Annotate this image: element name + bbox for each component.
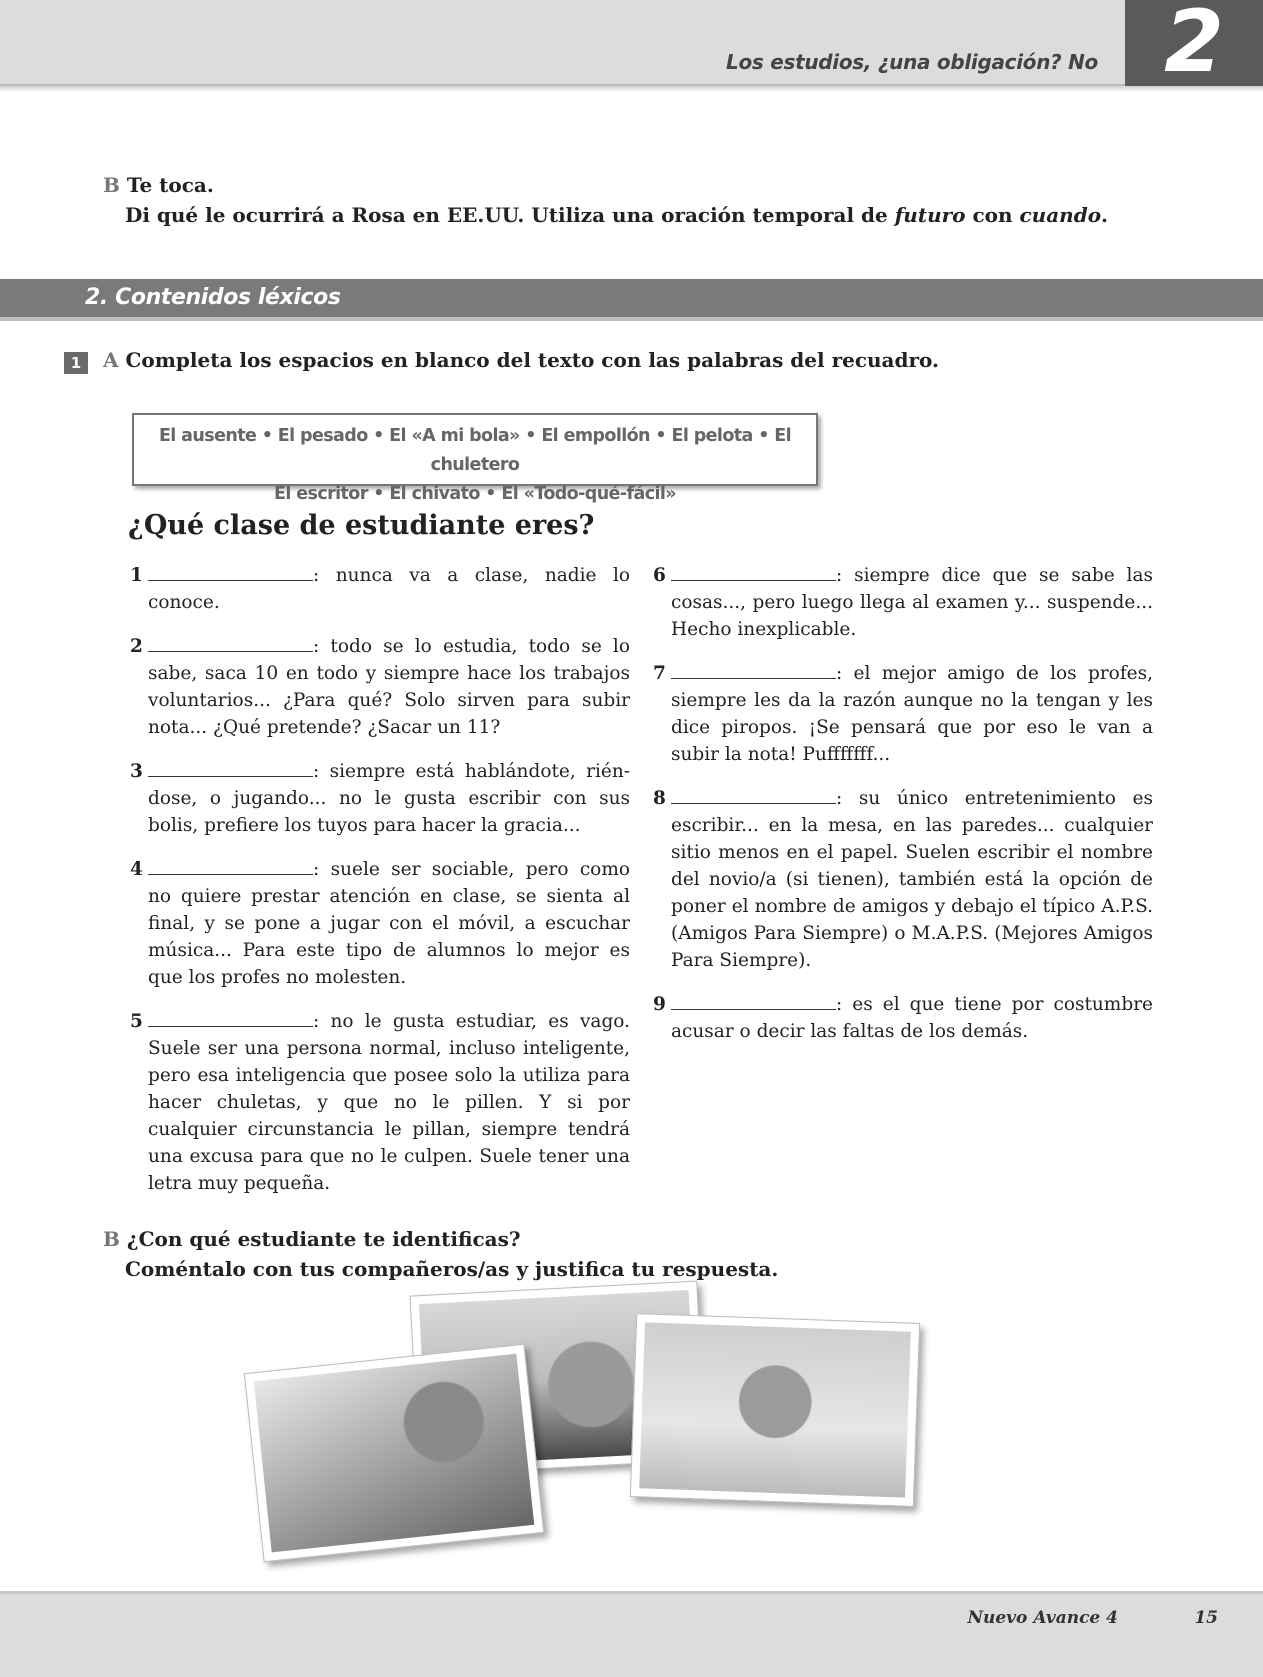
blank-field[interactable] <box>671 787 836 804</box>
chapter-tab <box>1125 0 1263 92</box>
section-b-bottom: B ¿Con qué estudiante te identificas? Coméntalo con tus compañeros/as y justifica tu respuesta. <box>103 1227 779 1281</box>
section-b-line2: Di qué le ocurrirá a Rosa en EE.UU. Utiliza una oración temporal de futuro con cuando. <box>125 203 1109 227</box>
blank-field[interactable] <box>671 993 836 1010</box>
list-item: 5 : no le gusta estudiar, es vago. Suele ser una persona normal, incluso inteligente, pero esa inteligencia que posee solo la utiliza para hacer chuletas, y que no le pillen. Y si por cualquier circunstancia le pillan, siempre tendrá una excusa para que no le culpen. Suele tener una letra muy pequeña. <box>130 1011 630 1194</box>
list-item: 2 : todo se lo estudia, todo se lo sabe, saca 10 en todo y siempre hace los trabajos voluntarios... ¿Para qué? Solo sirven para subir nota... ¿Qué pretende? ¿Sacar un 11? <box>130 636 630 738</box>
list-item: 9 : es el que tiene por costumbre acusar o decir las faltas de los demás. <box>653 994 1153 1042</box>
section-banner <box>0 279 1263 321</box>
section-letter: B <box>103 173 120 197</box>
exercise-instruction: A Completa los espacios en blanco del texto con las palabras del recuadro. <box>103 348 939 372</box>
blank-field[interactable] <box>148 858 313 875</box>
list-item: 7 : el mejor amigo de los profes, siempre les da la razón aunque no la tengan y les dice piropos. ¡Se pensará que por eso le van a subir la nota! Pufffffff... <box>653 663 1153 765</box>
list-item: 6 : siempre dice que se sabe las cosas..., pero luego llega al examen y... suspende... Hecho inexplicable. <box>653 565 1153 640</box>
section-b-top <box>103 170 1108 230</box>
photo-girl-glasses <box>630 1313 920 1507</box>
text-title: ¿Qué clase de estudiante eres? <box>128 510 595 541</box>
book-title: Nuevo Avance 4 <box>967 1608 1118 1628</box>
list-item: 3 : siempre está hablándote, riéndose, o jugando... no le gusta escribir con sus bolis, prefiere los tuyos para hacer la gracia... <box>130 761 630 836</box>
column-right <box>653 562 1153 1062</box>
blank-field[interactable] <box>148 760 313 777</box>
header-shadow <box>0 86 1263 92</box>
blank-field[interactable] <box>148 1010 313 1027</box>
section-title: 2. Contenidos léxicos <box>85 285 341 310</box>
section-b-line1: Te toca. <box>126 173 214 197</box>
running-title: Los estudios, ¿una obligación? No <box>726 50 1098 74</box>
list-item: 1 : nunca va a clase, nadie lo conoce. <box>130 565 630 613</box>
page-footer <box>0 1591 1263 1677</box>
word-box-line2: El escritor • El chivato • El «Todo-qué-fácil» <box>274 484 676 504</box>
blank-field[interactable] <box>148 635 313 652</box>
blank-field[interactable] <box>671 662 836 679</box>
blank-field[interactable] <box>671 564 836 581</box>
list-item: 4 : suele ser sociable, pero como no quiere prestar atención en clase, se sienta al final, y se pone a jugar con el móvil, a escuchar música... Para este tipo de alumnos lo mejor es que los profes no molesten. <box>130 859 630 988</box>
chapter-number: 2 <box>1164 0 1224 92</box>
page-number: 15 <box>1194 1608 1218 1628</box>
list-item: 8 : su único entretenimiento es escribir... en la mesa, en las paredes... cualquier sitio menos en el papel. Suelen escribir el nombre del novio/a (si tienen), también está la opción de poner el nombre de amigos y debajo el típico A.P.S. (Amigos Para Siempre) o M.A.P.S. (Mejores Amigos Para Siempre). <box>653 788 1153 971</box>
column-left <box>130 562 630 1214</box>
word-box-line1: El ausente • El pesado • El «A mi bola» • El empollón • El pelota • El chuletero <box>158 426 792 475</box>
blank-field[interactable] <box>148 564 313 581</box>
exercise-number: 1 <box>64 352 88 374</box>
word-box <box>132 413 818 504</box>
photo-girl-studying <box>244 1344 544 1562</box>
